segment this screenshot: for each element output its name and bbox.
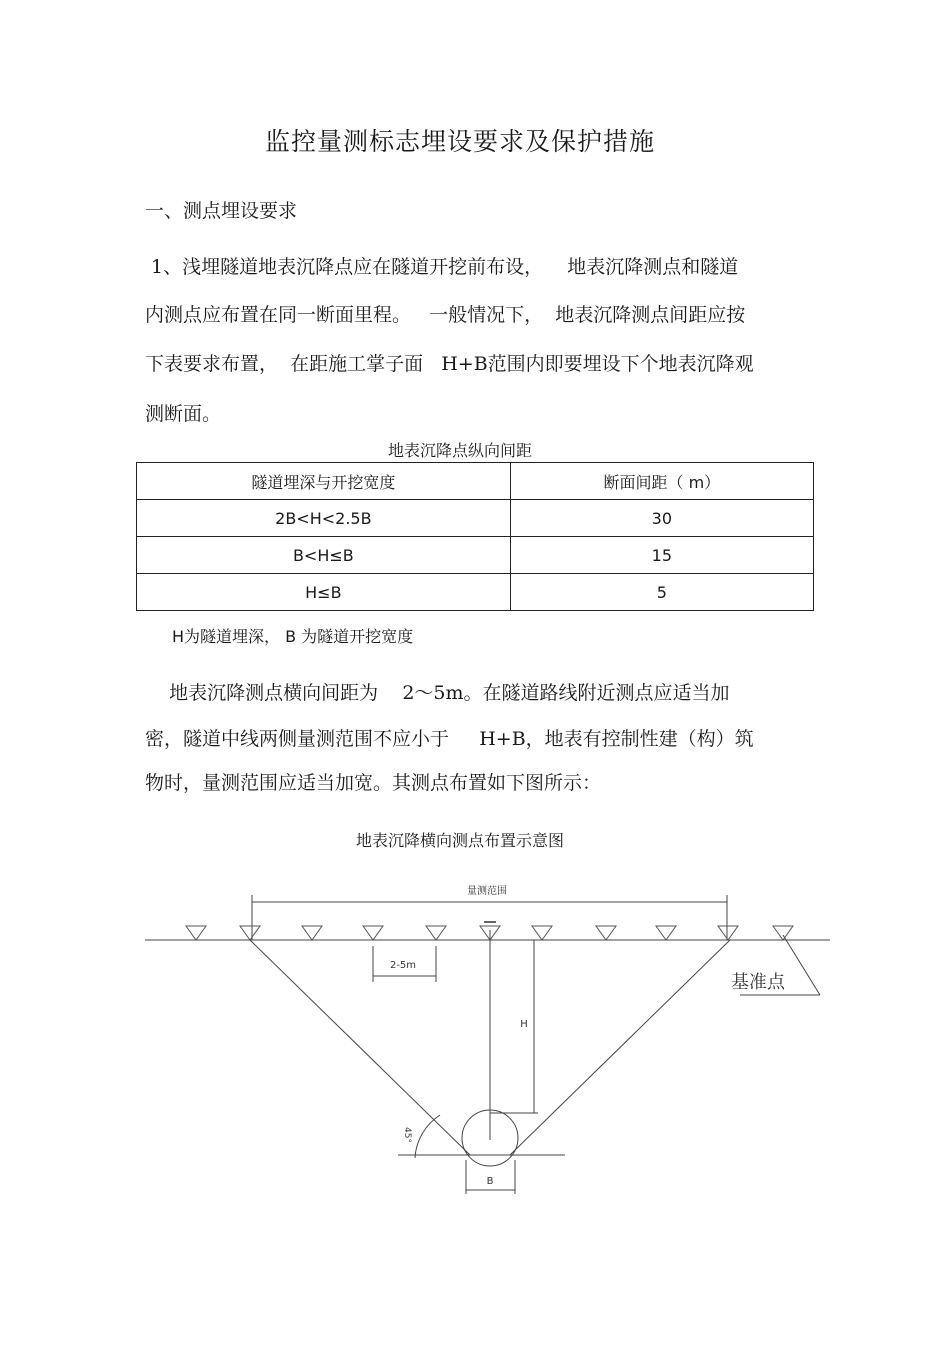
range-label: 量测范围: [467, 886, 507, 897]
right-slope-line: [510, 940, 730, 1155]
paragraph-line: 地表沉降测点横向间距为 2～5m。在隧道路线附近测点应适当加: [145, 682, 730, 704]
page-title: 监控量测标志埋设要求及保护措施: [264, 127, 655, 156]
left-slope-line: [250, 940, 470, 1155]
benchmark-label: 基准点: [731, 972, 785, 993]
table-row: [137, 537, 814, 574]
paragraph-line: 密，隧道中线两侧量测范围不应小于 H+B，地表有控制性建（构）筑: [145, 728, 754, 750]
survey-point-marker: [596, 926, 616, 940]
benchmark-leader: [783, 935, 820, 995]
survey-point-marker: [186, 926, 206, 940]
paragraph-line: 物时，量测范围应适当加宽。其测点布置如下图所示：: [145, 772, 602, 794]
table-caption: 地表沉降点纵向间距: [387, 441, 532, 460]
table-cell: 15: [510, 537, 813, 574]
table-header-cell: 断面间距（ m）: [510, 463, 813, 500]
table-header-row: [137, 463, 814, 500]
paragraph-line: 下表要求布置， 在距施工掌子面 H+B范围内即要埋设下个地表沉降观: [145, 353, 754, 375]
survey-point-marker: [240, 926, 260, 940]
paragraph-line: 1、浅埋隧道地表沉降点应在隧道开挖前布设， 地表沉降测点和隧道: [145, 256, 739, 278]
survey-point-marker: [426, 926, 446, 940]
table-header-cell: 隧道埋深与开挖宽度: [137, 463, 511, 500]
survey-point-marker: [532, 926, 552, 940]
spacing-label: 2-5m: [389, 960, 417, 971]
paragraph-line: 内测点应布置在同一断面里程。 一般情况下， 地表沉降测点间距应按: [145, 304, 746, 326]
angle-label: 45°: [402, 1127, 412, 1143]
table-row: [137, 500, 814, 537]
table-row: [137, 574, 814, 611]
benchmark-marker: [773, 926, 793, 940]
survey-point-marker: [656, 926, 676, 940]
table-cell: 5: [510, 574, 813, 611]
section-heading: 一、测点埋设要求: [145, 200, 298, 222]
survey-point-marker: [718, 926, 738, 940]
table-cell: 30: [510, 500, 813, 537]
settlement-diagram: [0, 870, 950, 1210]
survey-point-marker: [363, 926, 383, 940]
table-cell: H≤B: [137, 574, 511, 611]
table-cell: B<H≤B: [137, 537, 511, 574]
paragraph-line: 测断面。: [145, 403, 222, 425]
width-label: B: [486, 1176, 494, 1187]
depth-label: H: [520, 1019, 528, 1030]
table-cell: 2B<H<2.5B: [137, 500, 511, 537]
diagram-caption: 地表沉降横向测点布置示意图: [355, 831, 564, 850]
spacing-table: [136, 462, 814, 611]
table-note: H为隧道埋深， B 为隧道开挖宽度: [172, 627, 414, 646]
survey-point-marker: [302, 926, 322, 940]
